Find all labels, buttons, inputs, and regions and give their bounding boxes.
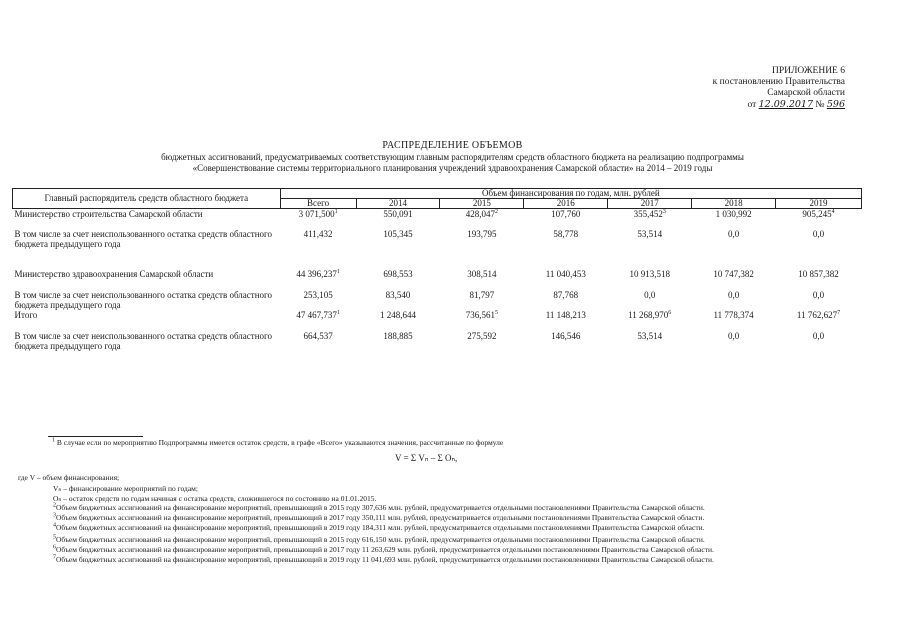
table-cell	[608, 310, 692, 331]
table-cell	[524, 290, 608, 310]
footnote-5: $^5$Объем бюджетных ассигнований на финансирование мероприятий, превышающий в 2015 году 616,150 млн. рублей, предусматривается отдельными постановлениями Правительства Самарской области.	[53, 534, 705, 544]
footnote-mark: 4	[831, 209, 835, 215]
row-label: В том числе за счет неиспользованного остатка средств областного бюджета предыдущего года	[14, 330, 272, 351]
table-cell	[776, 269, 862, 290]
table-cell	[692, 209, 776, 229]
table-cell	[608, 229, 692, 269]
col-2016: 2016	[524, 199, 608, 209]
table-cell	[280, 331, 356, 360]
table-cell	[524, 209, 608, 229]
handwritten-number: 596	[826, 99, 845, 110]
table-cell	[280, 229, 356, 269]
table-cell	[280, 269, 356, 290]
footnote-mark: 5	[495, 309, 499, 316]
row-label: Итого	[14, 309, 38, 320]
footnote-3: $^3$Объем бюджетных ассигнований на финансирование мероприятий, превышающий в 2017 году 350,111 млн. рублей, предусматривается отдельными постановлениями Правительства Самарской области.	[53, 512, 705, 522]
appendix-region: Самарской области	[767, 88, 845, 98]
footnote-4: $^4$Объем бюджетных ассигнований на финансирование мероприятий, превышающий в 2019 году 184,311 млн. рублей, предусматривается отдельными постановлениями Правительства Самарской области.	[53, 522, 705, 532]
table-cell	[524, 229, 608, 269]
table-cell	[608, 331, 692, 360]
col-2017: 2017	[608, 199, 692, 209]
document-subtitle	[60, 152, 845, 173]
table-row	[13, 209, 862, 229]
footnote-separator	[48, 436, 143, 437]
table-cell	[356, 290, 440, 310]
appendix-block	[645, 66, 845, 111]
table-cell	[776, 331, 862, 360]
cell-value: 411,432	[303, 228, 333, 239]
cell-value: 193,795	[467, 228, 497, 239]
footnote-7: $^7$Объем бюджетных ассигнований на финансирование мероприятий, превышающий в 2019 году 11 041,693 млн. рублей, предусматривается отдельными постановлениями Правительства Самарской области.	[53, 554, 714, 564]
table-cell	[280, 209, 356, 229]
cell-value: 188,885	[383, 330, 413, 341]
cell-value: 275,592	[467, 330, 497, 341]
cell-value: 0,0	[812, 228, 825, 239]
table-cell	[776, 209, 862, 229]
cell-value: 10 857,382	[798, 268, 839, 279]
cell-value: 550,091	[383, 209, 413, 219]
col-2019: 2019	[776, 199, 862, 209]
table-cell	[692, 331, 776, 360]
table-cell	[440, 290, 524, 310]
table-cell	[524, 269, 608, 290]
table-cell	[692, 229, 776, 269]
col-total: Всего	[280, 199, 356, 209]
table-cell	[608, 209, 692, 229]
cell-value: 146,546	[551, 330, 581, 341]
table-cell	[776, 229, 862, 269]
cell-value: 3 071,500	[298, 209, 335, 219]
table-row	[13, 331, 862, 360]
table-cell	[356, 229, 440, 269]
footnote-6: $^6$Объем бюджетных ассигнований на финансирование мероприятий, превышающий в 2017 году 11 263,629 млн. рублей, предусматривается отдельными постановлениями Правительства Самарской области.	[53, 544, 714, 554]
header-funding-group: Объем финансирования по годам, млн. рублей	[280, 189, 861, 199]
footnote-1: $^1$ В случае если по мероприятию Подпрограммы имеется остаток средств, в графе «Всего» указываются значения, рассчитанные по формуле	[52, 437, 504, 447]
cell-value: 11 778,374	[713, 309, 754, 320]
table-cell	[440, 229, 524, 269]
cell-value: 308,514	[467, 268, 497, 279]
cell-value: 0,0	[727, 330, 740, 341]
footnote-mark: 2	[495, 209, 499, 215]
footnote-2: $^2$Объем бюджетных ассигнований на финансирование мероприятий, превышающий в 2015 году 307,636 млн. рублей, предусматривается отдельными постановлениями Правительства Самарской области.	[53, 502, 705, 512]
row-label: Министерство строительства Самарской области	[14, 209, 203, 219]
cell-value: 355,452	[633, 209, 663, 219]
appendix-title: ПРИЛОЖЕНИЕ 6	[771, 66, 845, 76]
table-cell	[440, 269, 524, 290]
cell-value: 1 248,644	[379, 309, 416, 320]
cell-value: 11 040,453	[545, 268, 586, 279]
table-cell	[524, 310, 608, 331]
table-row	[13, 290, 862, 310]
footnote-mark: 1	[336, 309, 340, 316]
table-cell	[776, 310, 862, 331]
appendix-subtitle: к постановлению Правительства	[712, 77, 845, 87]
cell-value: 53,514	[637, 330, 663, 341]
vn-definition: Vₙ – финансирование мероприятий по годам;	[53, 484, 198, 493]
table-cell	[608, 269, 692, 290]
table-cell	[692, 310, 776, 331]
cell-value: 83,540	[385, 289, 411, 300]
cell-value: 107,760	[551, 209, 581, 219]
footnote-mark: 3	[662, 209, 666, 215]
table-cell	[776, 290, 862, 310]
table-cell	[440, 209, 524, 229]
table-cell	[356, 269, 440, 290]
cell-value: 736,561	[465, 309, 496, 320]
cell-value: 0,0	[727, 228, 740, 239]
appendix-date-line	[645, 99, 845, 111]
cell-value: 105,345	[383, 228, 413, 239]
footnote-mark: 1	[334, 209, 338, 215]
cell-value: 47 467,737	[296, 309, 337, 320]
on-definition: Oₙ – остаток средств по годам начиная с остатка средств, сложившегося по состоянию на 01.01.2015.	[53, 494, 377, 503]
table-cell	[524, 331, 608, 360]
cell-value: 905,245	[802, 209, 832, 219]
cell-value: 58,778	[553, 228, 579, 239]
cell-value: 10 747,382	[713, 268, 754, 279]
col-2018: 2018	[692, 199, 776, 209]
cell-value: 0,0	[727, 289, 740, 300]
number-prefix: №	[815, 100, 825, 110]
table-cell	[280, 290, 356, 310]
cell-value: 81,797	[469, 289, 495, 300]
cell-value: 698,553	[383, 268, 413, 279]
where-v: где V – объем финансирования;	[18, 473, 120, 482]
cell-value: 10 913,518	[629, 268, 670, 279]
table-cell	[356, 209, 440, 229]
cell-value: 44 396,237	[296, 268, 337, 279]
document-title: РАСПРЕДЕЛЕНИЕ ОБЪЕМОВ	[382, 140, 523, 151]
table-row	[13, 269, 862, 290]
cell-value: 0,0	[644, 289, 656, 300]
cell-value: 11 148,213	[545, 309, 586, 320]
table-row	[13, 229, 862, 269]
footnote-mark: 7	[837, 309, 841, 316]
row-label: В том числе за счет неиспользованного остатка средств областного бюджета предыдущего года	[14, 228, 272, 249]
table-row	[13, 310, 862, 331]
cell-value: 11 268,970	[628, 309, 669, 320]
table-cell	[356, 310, 440, 331]
funding-table	[12, 188, 862, 360]
col-2014: 2014	[356, 199, 440, 209]
col-2015: 2015	[440, 199, 524, 209]
row-label: Министерство здравоохранения Самарской области	[14, 268, 214, 279]
table-cell	[440, 310, 524, 331]
formula: V = Σ Vₙ – Σ Oₙ,	[395, 453, 458, 463]
cell-value: 1 030,992	[715, 209, 752, 219]
subtitle-line-1: бюджетных ассигнований, предусматриваемых соответствующим главным распорядителям средств областного бюджета на реализацию подпрограммы	[161, 152, 744, 162]
cell-value: 0,0	[812, 289, 825, 300]
table-cell	[692, 269, 776, 290]
footnote-mark: 6	[668, 309, 672, 316]
date-prefix: от	[747, 100, 757, 110]
header-distributor: Главный распорядитель средств областного бюджета	[13, 189, 281, 209]
cell-value: 53,514	[637, 228, 663, 239]
table-cell	[356, 331, 440, 360]
cell-value: 664,537	[303, 330, 333, 341]
table-cell	[440, 331, 524, 360]
cell-value: 87,768	[553, 289, 579, 300]
cell-value: 253,105	[303, 289, 333, 300]
cell-value: 428,047	[465, 209, 496, 219]
cell-value: 0,0	[812, 330, 825, 341]
table-cell	[692, 290, 776, 310]
handwritten-date: 12.09.2017	[758, 99, 814, 110]
footnote-mark: 1	[336, 268, 340, 275]
table-cell	[280, 310, 356, 331]
cell-value: 11 762,627	[796, 309, 838, 320]
row-label: В том числе за счет неиспользованного остатка средств областного бюджета предыдущего года	[14, 289, 272, 310]
table-cell	[608, 290, 692, 310]
subtitle-line-2: «Совершенствование системы территориального планирования учреждений здравоохранения Самарской области» на 2014 – 2019 годы	[192, 162, 713, 173]
